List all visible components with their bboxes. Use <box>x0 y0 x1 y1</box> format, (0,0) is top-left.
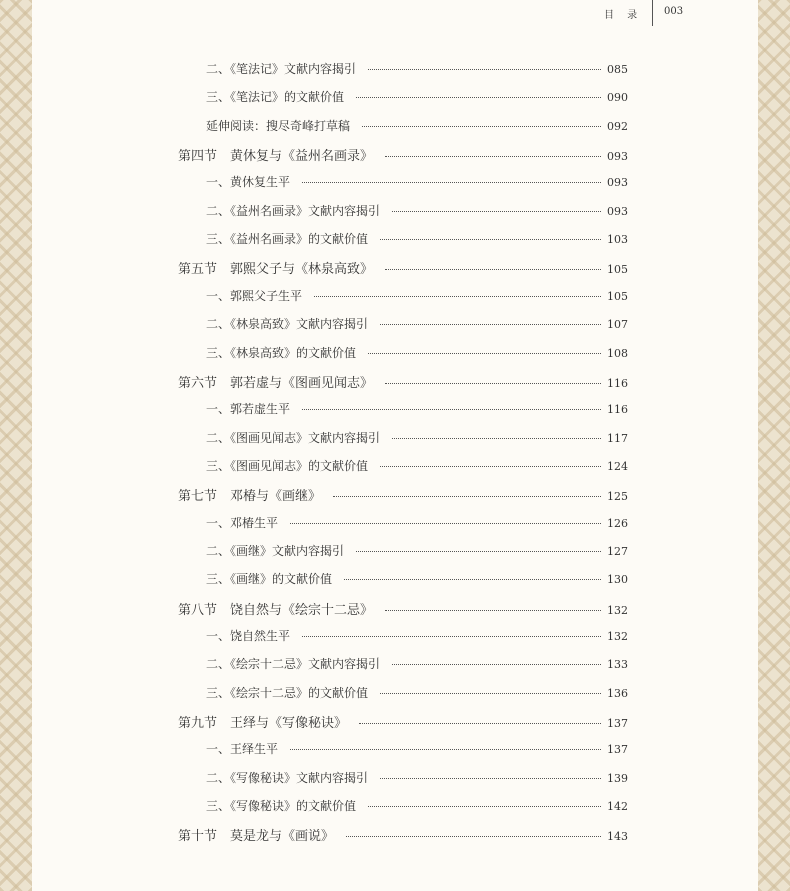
toc-entry-page: 103 <box>607 233 628 247</box>
toc-leader-dots <box>392 438 601 439</box>
toc-entry-title: 二、《绘宗十二忌》文献内容揭引 <box>206 657 381 672</box>
toc-leader-dots <box>290 523 601 524</box>
toc-entry-page: 116 <box>607 376 628 390</box>
toc-item-entry[interactable] <box>206 315 628 335</box>
toc-item-entry[interactable] <box>206 230 628 250</box>
toc-entry-page: 139 <box>607 771 628 785</box>
toc-leader-dots <box>359 723 601 724</box>
toc-entry-page: 127 <box>607 544 628 558</box>
toc-item-entry[interactable] <box>206 769 628 789</box>
toc-entry-page: 136 <box>607 686 628 700</box>
toc-item-entry[interactable] <box>206 202 628 222</box>
toc-item-entry[interactable] <box>206 429 628 449</box>
toc-entry-page: 105 <box>607 263 628 277</box>
toc-entry-title: 第九节 王绎与《写像秘诀》 <box>178 716 348 732</box>
toc-entry-title: 三、《绘宗十二忌》的文献价值 <box>206 685 369 700</box>
toc-leader-dots <box>290 749 601 750</box>
toc-entry-page: 143 <box>607 830 628 844</box>
toc-item-entry[interactable] <box>206 655 628 675</box>
toc-item-entry[interactable] <box>206 117 628 137</box>
toc-item-entry[interactable] <box>206 570 628 590</box>
toc-leader-dots <box>385 269 601 270</box>
toc-leader-dots <box>302 636 601 637</box>
toc-entry-title: 一、邓椿生平 <box>206 515 279 530</box>
toc-entry-title: 三、《画继》的文献价值 <box>206 572 333 587</box>
decorative-border-left <box>0 0 32 891</box>
toc-entry-title: 一、饶自然生平 <box>206 629 291 643</box>
toc-entry-page: 093 <box>607 204 628 218</box>
toc-entry-title: 第五节 郭熙父子与《林泉高致》 <box>178 262 374 278</box>
toc-entry-title: 二、《图画见闻志》文献内容揭引 <box>206 430 381 445</box>
toc-leader-dots <box>392 211 601 212</box>
toc-leader-dots <box>314 296 601 297</box>
page-number: 003 <box>664 6 684 17</box>
toc-item-entry[interactable] <box>206 287 628 307</box>
toc-entry-page: 085 <box>607 63 628 76</box>
toc-entry-title: 三、《益州名画录》的文献价值 <box>206 232 369 247</box>
toc-entry-page: 093 <box>607 150 628 164</box>
running-head: 目 录 <box>604 10 643 21</box>
toc-leader-dots <box>385 383 601 384</box>
toc-item-entry[interactable] <box>206 740 628 760</box>
toc-entry-page: 116 <box>607 403 628 417</box>
toc-leader-dots <box>380 693 601 694</box>
toc-item-entry[interactable] <box>206 173 628 193</box>
toc-item-entry[interactable] <box>206 60 628 80</box>
toc-section-entry[interactable] <box>178 712 628 732</box>
toc-entry-title: 第十节 莫是龙与《画说》 <box>178 829 335 845</box>
toc-leader-dots <box>392 664 601 665</box>
toc-entry-page: 133 <box>607 658 628 672</box>
toc-entry-title: 二、《画继》文献内容揭引 <box>206 543 345 558</box>
toc-section-entry[interactable] <box>178 825 628 845</box>
toc-entry-title: 三、《图画见闻志》的文献价值 <box>206 458 369 473</box>
toc-leader-dots <box>368 806 601 807</box>
toc-item-entry[interactable] <box>206 542 628 562</box>
toc-leader-dots <box>368 353 601 354</box>
toc-entry-page: 093 <box>607 176 628 190</box>
toc-section-entry[interactable] <box>178 258 628 278</box>
toc-entry-page: 137 <box>607 743 628 757</box>
toc-entry-page: 108 <box>607 346 628 360</box>
toc-entry-title: 第六节 郭若虚与《图画见闻志》 <box>178 375 374 391</box>
toc-entry-page: 132 <box>607 630 628 643</box>
toc-entry-page: 090 <box>607 91 628 105</box>
toc-entry-page: 107 <box>607 318 628 332</box>
toc-leader-dots <box>380 239 601 240</box>
decorative-border-right <box>758 0 790 891</box>
toc-item-entry[interactable] <box>206 514 628 534</box>
toc-entry-page: 126 <box>607 516 628 530</box>
toc-entry-page: 142 <box>607 800 628 814</box>
toc-entry-title: 一、郭若虚生平 <box>206 402 291 417</box>
toc-item-entry[interactable] <box>206 400 628 420</box>
toc-leader-dots <box>346 836 601 837</box>
toc-leader-dots <box>380 324 601 325</box>
toc-item-entry[interactable] <box>206 627 628 647</box>
toc-entry-page: 105 <box>607 289 628 303</box>
toc-leader-dots <box>380 778 601 779</box>
toc-entry-title: 第八节 饶自然与《绘宗十二忌》 <box>178 602 374 618</box>
toc-entry-page: 130 <box>607 573 628 587</box>
toc-entry-title: 三、《写像秘诀》的文献价值 <box>206 799 357 814</box>
toc-entry-title: 二、《笔法记》文献内容揭引 <box>206 62 357 76</box>
toc-item-entry[interactable] <box>206 684 628 704</box>
toc-section-entry[interactable] <box>178 145 628 165</box>
toc-entry-page: 132 <box>607 603 628 617</box>
toc-leader-dots <box>344 579 601 580</box>
toc-entry-title: 延伸阅读：搜尽奇峰打草稿 <box>206 118 351 133</box>
toc-leader-dots <box>385 610 601 611</box>
toc-entry-title: 一、郭熙父子生平 <box>206 288 303 303</box>
toc-entry-title: 三、《林泉高致》的文献价值 <box>206 345 357 360</box>
toc-item-entry[interactable] <box>206 797 628 817</box>
toc-entry-title: 第七节 邓椿与《画继》 <box>178 489 322 505</box>
toc-entry-page: 117 <box>607 431 628 445</box>
book-page <box>32 0 758 891</box>
toc-section-entry[interactable] <box>178 485 628 505</box>
toc-leader-dots <box>385 156 601 157</box>
toc-entry-title: 二、《益州名画录》文献内容揭引 <box>206 203 381 218</box>
toc-entry-title: 二、《林泉高致》文献内容揭引 <box>206 317 369 332</box>
toc-leader-dots <box>380 466 601 467</box>
header-divider <box>652 0 653 26</box>
toc-section-entry[interactable] <box>178 372 628 392</box>
toc-entry-title: 一、黄休复生平 <box>206 175 291 190</box>
toc-entry-page: 124 <box>607 459 628 473</box>
toc-entry-title: 二、《写像秘诀》文献内容揭引 <box>206 770 369 785</box>
toc-entry-title: 一、王绎生平 <box>206 742 279 757</box>
toc-leader-dots <box>368 69 601 70</box>
toc-entry-page: 137 <box>607 717 628 731</box>
toc-leader-dots <box>356 97 601 98</box>
toc-item-entry[interactable] <box>206 344 628 364</box>
toc-section-entry[interactable] <box>178 599 628 619</box>
toc-entry-page: 125 <box>607 490 628 504</box>
toc-item-entry[interactable] <box>206 88 628 108</box>
toc-entry-title: 第四节 黄休复与《益州名画录》 <box>178 149 374 165</box>
toc-entry-title: 三、《笔法记》的文献价值 <box>206 90 345 105</box>
toc-leader-dots <box>362 126 601 127</box>
toc-leader-dots <box>333 496 601 497</box>
toc-leader-dots <box>302 409 601 410</box>
toc-leader-dots <box>356 551 601 552</box>
toc-item-entry[interactable] <box>206 457 628 477</box>
toc-leader-dots <box>302 182 601 183</box>
toc-entry-page: 092 <box>607 119 628 133</box>
